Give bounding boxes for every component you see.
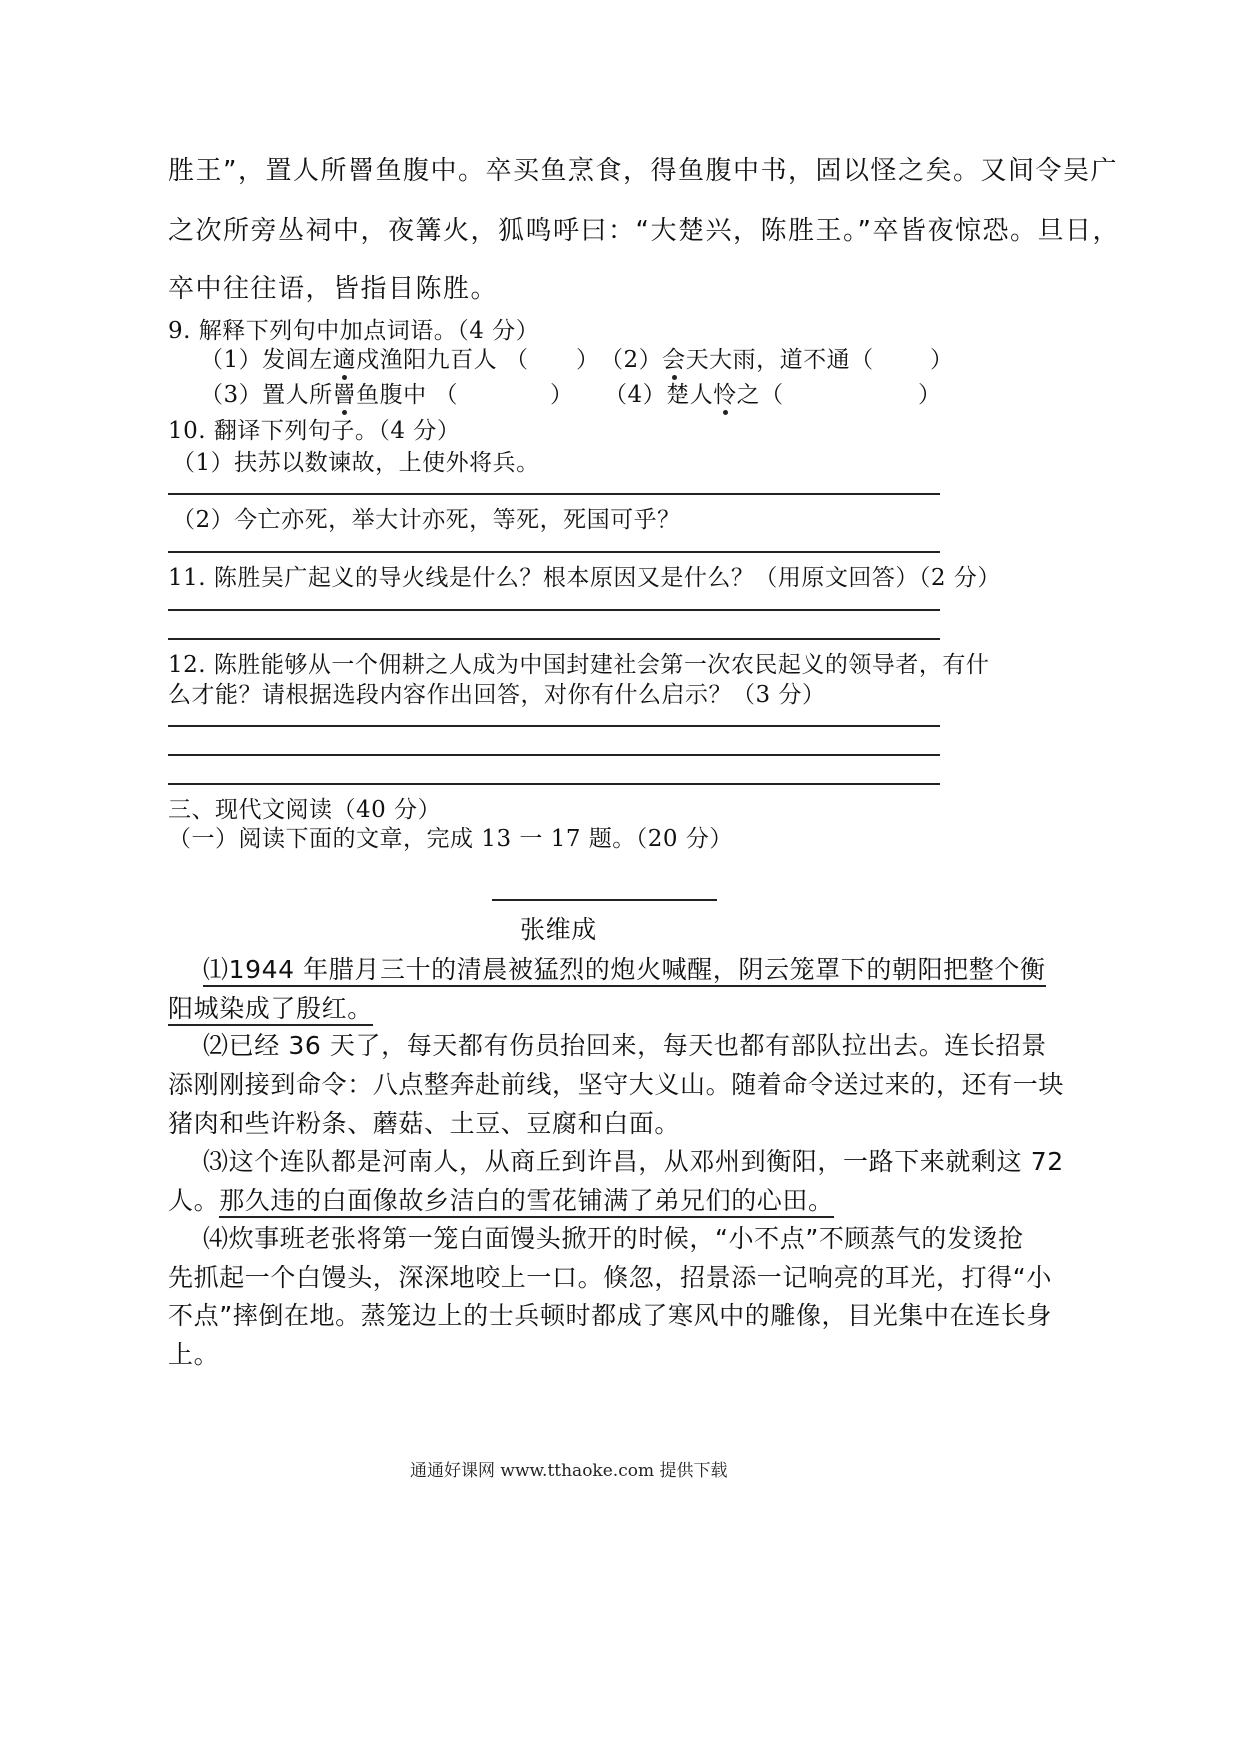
passage-line: 胜王”，置人所罾鱼腹中。卒买鱼烹食，得鱼腹中书，固以怪之矣。又间令吴广 bbox=[168, 156, 1118, 186]
answer-line[interactable] bbox=[168, 609, 940, 611]
answer-line[interactable] bbox=[168, 638, 940, 640]
paragraph-2-line: 添刚刚接到命令：八点整奔赴前线，坚守大义山。随着命令送过来的，还有一块 bbox=[168, 1070, 1065, 1099]
item-suffix: 鱼腹中 （ bbox=[356, 382, 458, 408]
section-heading: 三、现代文阅读（40 分） bbox=[168, 797, 442, 823]
paragraph-4-line: ⑷炊事班老张将第一笼白面馒头掀开的时候，“小不点”不顾蒸气的发烫抢 bbox=[203, 1224, 1024, 1253]
question-9-title: 9. 解释下列句中加点词语。（4 分） bbox=[168, 318, 540, 344]
paragraph-3-line: ⑶这个连队都是河南人，从商丘到许昌，从邓州到衡阳，一路下来就剩这 72 bbox=[203, 1147, 1064, 1176]
question-10-title: 10. 翻译下列句子。（4 分） bbox=[168, 418, 461, 444]
question-10-sentence-2: （2）今亡亦死，举大计亦死，等死，死国可乎？ bbox=[172, 507, 681, 533]
emphasized-word: 罾 bbox=[332, 382, 357, 408]
paragraph-1-line bbox=[203, 950, 1046, 986]
item-suffix: 戍渔阳九百人 （ bbox=[356, 347, 529, 373]
item-prefix: （1）发闾左 bbox=[200, 347, 333, 373]
item-suffix: 天大雨，道不通（ bbox=[685, 347, 874, 373]
paragraph-4-line: 先抓起一个白馒头，深深地咬上一口。倏忽，招景添一记响亮的耳光，打得“小 bbox=[168, 1263, 1052, 1292]
question-9-item-3-close: ） bbox=[550, 382, 574, 408]
question-10-sentence-1: （1）扶苏以数谏故，上使外将兵。 bbox=[172, 450, 540, 476]
passage-line: 之次所旁丛祠中，夜篝火，狐鸣呼曰：“大楚兴，陈胜王。”卒皆夜惊恐。旦日， bbox=[168, 216, 1120, 246]
question-9-item-2-close: ） bbox=[930, 347, 954, 373]
question-11-title: 11. 陈胜吴广起义的导火线是什么？根本原因又是什么？（用原文回答）（2 分） bbox=[168, 565, 1001, 591]
emphasized-word: 適 bbox=[332, 347, 357, 373]
page-footer: 通通好课网 www.tthaoke.com 提供下载 bbox=[410, 1461, 728, 1481]
emphasized-word: 会 bbox=[662, 347, 686, 373]
question-12-line-1: 12. 陈胜能够从一个佣耕之人成为中国封建社会第一次农民起义的领导者，有什 bbox=[168, 652, 990, 678]
answer-line[interactable] bbox=[168, 783, 940, 785]
paragraph-2-line: ⑵已经 36 天了，每天都有伤员抬回来，每天也都有部队拉出去。连长招景 bbox=[203, 1031, 1047, 1060]
question-9-item-1 bbox=[200, 341, 528, 374]
item-suffix: 之（ bbox=[736, 382, 784, 408]
paragraph-1-line bbox=[168, 989, 373, 1025]
passage-line: 卒中往往语，皆指目陈胜。 bbox=[168, 274, 499, 304]
question-9-item-1-close: ） bbox=[576, 347, 600, 373]
paragraph-3-line bbox=[168, 1181, 834, 1217]
article-title-blank[interactable] bbox=[492, 899, 717, 901]
paragraph-text: 人。 bbox=[168, 1186, 220, 1215]
question-9-item-2 bbox=[600, 341, 874, 374]
item-prefix: （2） bbox=[600, 347, 663, 373]
underlined-text: ⑴1944 年腊月三十的清晨被猛烈的炮火喊醒，阴云笼罩下的朝阳把整个衡 bbox=[203, 955, 1046, 987]
answer-line[interactable] bbox=[168, 493, 940, 495]
paragraph-4-line: 不点”摔倒在地。蒸笼边上的士兵顿时都成了寒风中的雕像，目光集中在连长身 bbox=[168, 1301, 1052, 1330]
answer-line[interactable] bbox=[168, 725, 940, 727]
article-author: 张维成 bbox=[520, 915, 597, 944]
item-prefix: （4）楚人 bbox=[604, 382, 714, 408]
paragraph-2-line: 猪肉和些许粉条、蘑菇、土豆、豆腐和白面。 bbox=[168, 1109, 681, 1138]
underlined-text: 那久违的白面像故乡洁白的雪花铺满了弟兄们的心田。 bbox=[219, 1186, 833, 1218]
question-9-item-4 bbox=[604, 376, 784, 409]
underlined-text: 阳城染成了殷红。 bbox=[168, 994, 373, 1026]
answer-line[interactable] bbox=[168, 754, 940, 756]
emphasized-word: 怜 bbox=[713, 382, 737, 408]
item-prefix: （3）置人所 bbox=[200, 382, 333, 408]
section-subheading: （一）阅读下面的文章，完成 13 一 17 题。（20 分） bbox=[168, 826, 733, 852]
paragraph-4-line: 上。 bbox=[168, 1340, 220, 1369]
answer-line[interactable] bbox=[168, 551, 940, 553]
question-9-item-3 bbox=[200, 376, 458, 409]
question-9-item-4-close: ） bbox=[918, 382, 942, 408]
question-12-line-2: 么才能？请根据选段内容作出回答，对你有什么启示？（3 分） bbox=[168, 682, 826, 708]
